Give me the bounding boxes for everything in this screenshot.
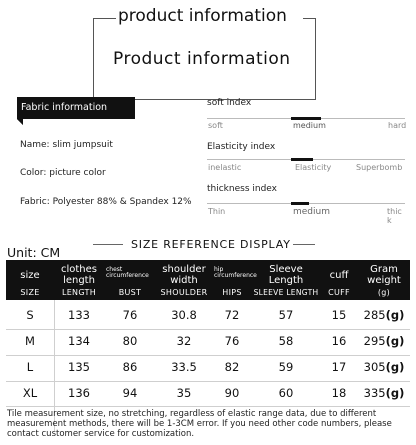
row-size: L <box>26 360 34 374</box>
table-row-m <box>6 328 410 354</box>
row-bust: 76 <box>122 308 138 322</box>
elasticity-index-low: inelastic <box>208 163 242 172</box>
row-hips: 76 <box>224 334 240 348</box>
row-size: S <box>26 308 34 322</box>
rule-right <box>293 244 315 245</box>
row-bust: 86 <box>122 360 138 374</box>
top-heading: product information <box>118 6 287 26</box>
elasticity-index-high: Superbomb <box>356 163 403 172</box>
unit-label: Unit: CM <box>7 245 61 260</box>
tag-notch <box>17 119 23 125</box>
row-weight-value: 335 <box>363 386 386 400</box>
thickness-index-marker <box>291 202 309 205</box>
row-bust: 94 <box>122 386 138 400</box>
col-length <box>54 260 104 300</box>
fabric-name: Name: slim jumpsuit <box>20 140 113 150</box>
thickness-index-mid: medium <box>293 207 330 217</box>
soft-index-low: soft <box>208 121 223 130</box>
row-weight-unit: (g) <box>385 360 405 374</box>
size-table-header <box>6 260 410 300</box>
fabric-info-tag <box>17 97 135 119</box>
fabric-info-label: Fabric information <box>21 102 108 113</box>
col-sleeve-main: Sleeve Length <box>268 264 304 286</box>
row-bust: 80 <box>122 334 138 348</box>
row-cuff: 17 <box>331 360 347 374</box>
col-shoulder <box>156 260 212 300</box>
row-weight-unit: (g) <box>385 308 405 322</box>
row-weight-value: 295 <box>363 334 386 348</box>
col-weight-sub: (g) <box>377 288 391 297</box>
col-bust-main: chest circumference <box>106 266 149 279</box>
col-bust-sub: BUST <box>118 288 142 297</box>
page-title: Product information <box>113 49 291 69</box>
row-weight-unit: (g) <box>385 386 405 400</box>
row-weight <box>358 354 410 380</box>
row-shoulder: 33.5 <box>171 360 197 374</box>
row-length: 133 <box>68 308 90 322</box>
thickness-index-low: Thin <box>208 207 226 216</box>
row-weight-value: 305 <box>363 360 386 374</box>
col-length-main: clothes length <box>60 264 97 286</box>
fabric-composition: Fabric: Polyester 88% & Spandex 12% <box>20 197 192 207</box>
col-shoulder-sub: SHOULDER <box>160 288 208 297</box>
thickness-index-title: thickness index <box>207 184 277 194</box>
col-size <box>6 260 54 300</box>
row-sleeve: 58 <box>278 334 294 348</box>
row-weight-value: 285 <box>363 308 386 322</box>
table-row-l <box>6 354 410 380</box>
row-size: M <box>25 334 35 348</box>
col-sleeve-sub: SLEEVE LENGTH <box>253 288 319 297</box>
row-length: 134 <box>68 334 90 348</box>
row-shoulder: 32 <box>176 334 192 348</box>
row-hips: 90 <box>224 386 240 400</box>
row-weight <box>358 328 410 354</box>
col-sleeve <box>252 260 320 300</box>
row-length: 135 <box>68 360 90 374</box>
col-weight-main: Gram weight <box>367 264 401 286</box>
col-hips <box>212 260 257 300</box>
elasticity-index-title: Elasticity index <box>207 142 276 152</box>
col-bust <box>104 260 156 300</box>
row-weight <box>358 302 410 328</box>
col-size-sub: SIZE <box>20 288 40 297</box>
soft-index-mid: medium <box>293 121 326 130</box>
table-row-s <box>6 302 410 328</box>
row-sleeve: 59 <box>278 360 294 374</box>
col-hips-main: hip circumference <box>214 266 257 279</box>
row-length: 136 <box>68 386 90 400</box>
row-sleeve: 60 <box>278 386 294 400</box>
elasticity-index-marker <box>291 158 313 161</box>
row-cuff: 15 <box>331 308 347 322</box>
row-sleeve: 57 <box>278 308 294 322</box>
col-weight <box>358 260 410 300</box>
fabric-color: Color: picture color <box>20 168 106 178</box>
thickness-index-high: thic k <box>387 207 402 225</box>
row-cuff: 16 <box>331 334 347 348</box>
col-size-main: size <box>20 270 40 281</box>
size-reference-title: SIZE REFERENCE DISPLAY <box>131 238 291 251</box>
row-cuff: 18 <box>331 386 347 400</box>
row-shoulder: 30.8 <box>171 308 197 322</box>
elasticity-index-mid: Elasticity <box>295 163 332 172</box>
row-size: XL <box>22 386 38 400</box>
row-weight <box>358 380 410 406</box>
col-cuff-main: cuff <box>329 270 349 281</box>
row-shoulder: 35 <box>176 386 192 400</box>
soft-index-title: soft index <box>207 98 252 108</box>
row-weight-unit: (g) <box>385 334 405 348</box>
table-row-xl <box>6 380 410 406</box>
row-hips: 82 <box>224 360 240 374</box>
col-cuff <box>320 260 358 300</box>
col-shoulder-main: shoulder width <box>162 264 206 286</box>
col-hips-sub: HIPS <box>222 288 242 297</box>
measurement-note: Tile measurement size, no stretching, regardless of elastic range data, due to different measurement methods, there will be 1-3CM error. If you need other code numbers, please contact customer service for customization. <box>7 409 392 439</box>
soft-index-high: hard <box>388 121 407 130</box>
rule-left <box>93 244 123 245</box>
soft-index-marker <box>291 117 321 120</box>
col-length-sub: LENGTH <box>61 288 97 297</box>
row-hips: 72 <box>224 308 240 322</box>
row-divider <box>6 406 410 407</box>
col-cuff-sub: CUFF <box>328 288 350 297</box>
